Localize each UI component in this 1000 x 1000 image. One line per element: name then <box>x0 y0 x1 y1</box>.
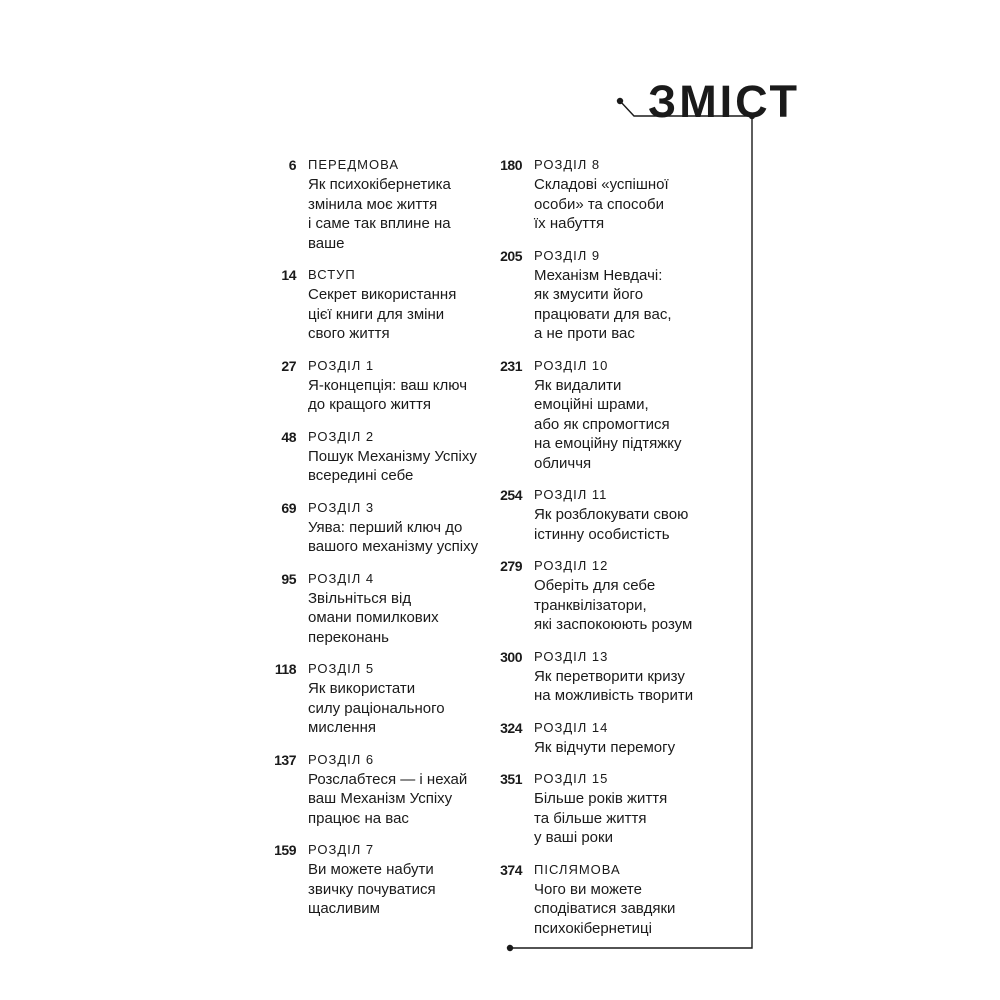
section-label: РОЗДІЛ 11 <box>534 487 608 502</box>
section-title: Складові «успішної особи» та способи їх набуття <box>534 176 669 232</box>
toc-entry[interactable] <box>488 860 718 939</box>
section-label: ВСТУП <box>308 267 356 282</box>
section-label: РОЗДІЛ 14 <box>534 719 609 735</box>
toc-entry[interactable] <box>262 659 492 738</box>
section-label: РОЗДІЛ 4 <box>308 570 375 586</box>
page-number: 14 <box>281 267 296 283</box>
toc-entry[interactable] <box>488 356 718 474</box>
page-number: 231 <box>500 357 522 374</box>
page-number: 254 <box>500 487 522 503</box>
toc-entry[interactable] <box>488 769 718 848</box>
section-title: Розслабтеся — і нехай ваш Механізм Успіху працює на вас <box>308 770 468 827</box>
toc-entry[interactable] <box>262 498 492 557</box>
section-title: Як використати силу раціонального мислення <box>308 680 445 736</box>
section-title: Я-концепція: ваш ключ до кращого життя <box>308 376 468 413</box>
toc-entry[interactable] <box>262 265 492 344</box>
toc-entry[interactable] <box>488 556 718 635</box>
section-title: Чого ви можете сподіватися завдяки психокібернетиці <box>534 880 676 937</box>
page-number: 118 <box>274 661 296 677</box>
section-title: Як перетворити кризу на можливість творити <box>534 667 694 704</box>
section-title: Механізм Невдачі: як змусити його працювати для вас, а не проти вас <box>534 266 672 342</box>
toc-entry[interactable] <box>488 485 718 544</box>
section-label: РОЗДІЛ 7 <box>308 842 375 857</box>
section-label: РОЗДІЛ 6 <box>308 751 375 767</box>
page-number: 159 <box>274 842 296 858</box>
section-label: РОЗДІЛ 9 <box>534 247 601 263</box>
page-number: 300 <box>500 648 522 665</box>
toc-entry[interactable] <box>262 155 492 253</box>
page-number: 205 <box>500 247 522 264</box>
section-title: Як відчути перемогу <box>534 738 676 756</box>
section-label: РОЗДІЛ 13 <box>534 648 609 664</box>
page-number: 6 <box>288 157 296 173</box>
section-label: РОЗДІЛ 12 <box>534 558 609 573</box>
section-title: Звільніться від омани помилкових переконань <box>308 589 439 646</box>
toc-column-left <box>262 155 492 931</box>
section-label: РОЗДІЛ 15 <box>534 771 609 786</box>
section-title: Пошук Механізму Успіху всередині себе <box>308 447 477 484</box>
section-label: РОЗДІЛ 1 <box>308 357 375 373</box>
toc-entry[interactable] <box>488 647 718 706</box>
section-label: РОЗДІЛ 8 <box>534 157 601 172</box>
section-label: РОЗДІЛ 10 <box>534 357 609 373</box>
page-number: 27 <box>281 357 296 374</box>
page-title: ЗМІСТ <box>648 76 801 127</box>
toc-column-right <box>488 155 718 950</box>
toc-entry[interactable] <box>262 427 492 486</box>
section-title: Уява: перший ключ до вашого механізму успіху <box>308 518 479 555</box>
section-title: Ви можете набути звичку почуватися щасливим <box>308 861 436 917</box>
toc-entry[interactable] <box>488 718 718 758</box>
toc-entry[interactable] <box>488 155 718 234</box>
toc-entry[interactable] <box>262 750 492 829</box>
section-label: ПЕРЕДМОВА <box>308 157 400 172</box>
page-number: 48 <box>281 428 296 445</box>
page-number: 374 <box>500 861 522 878</box>
section-label: РОЗДІЛ 3 <box>308 499 375 515</box>
section-title: Як психокібернетика змінила моє життя і саме так вплине на ваше <box>308 176 451 252</box>
page-number: 95 <box>281 570 296 587</box>
section-title: Як видалити емоційні шрами, або як спромогтися на емоційну підтяжку обличчя <box>534 376 682 472</box>
toc-entry[interactable] <box>262 840 492 919</box>
section-title: Як розблокувати свою істинну особистість <box>534 506 689 543</box>
toc-entry[interactable] <box>488 246 718 344</box>
page-number: 137 <box>274 751 296 768</box>
section-label: ПІСЛЯМОВА <box>534 861 621 877</box>
toc-entry[interactable] <box>262 569 492 648</box>
page-number: 69 <box>281 499 296 516</box>
page-number: 351 <box>500 771 522 787</box>
section-label: РОЗДІЛ 5 <box>308 661 375 676</box>
section-label: РОЗДІЛ 2 <box>308 428 375 444</box>
toc-entry[interactable] <box>262 356 492 415</box>
section-title: Оберіть для себе транквілізатори, які заспокоюють розум <box>534 577 693 633</box>
page-number: 324 <box>500 719 522 736</box>
section-title: Секрет використання цієї книги для зміни свого життя <box>308 286 457 342</box>
page-number: 180 <box>500 157 522 173</box>
page-number: 279 <box>500 558 522 574</box>
section-title: Більше років життя та більше життя у ваші роки <box>534 790 668 846</box>
